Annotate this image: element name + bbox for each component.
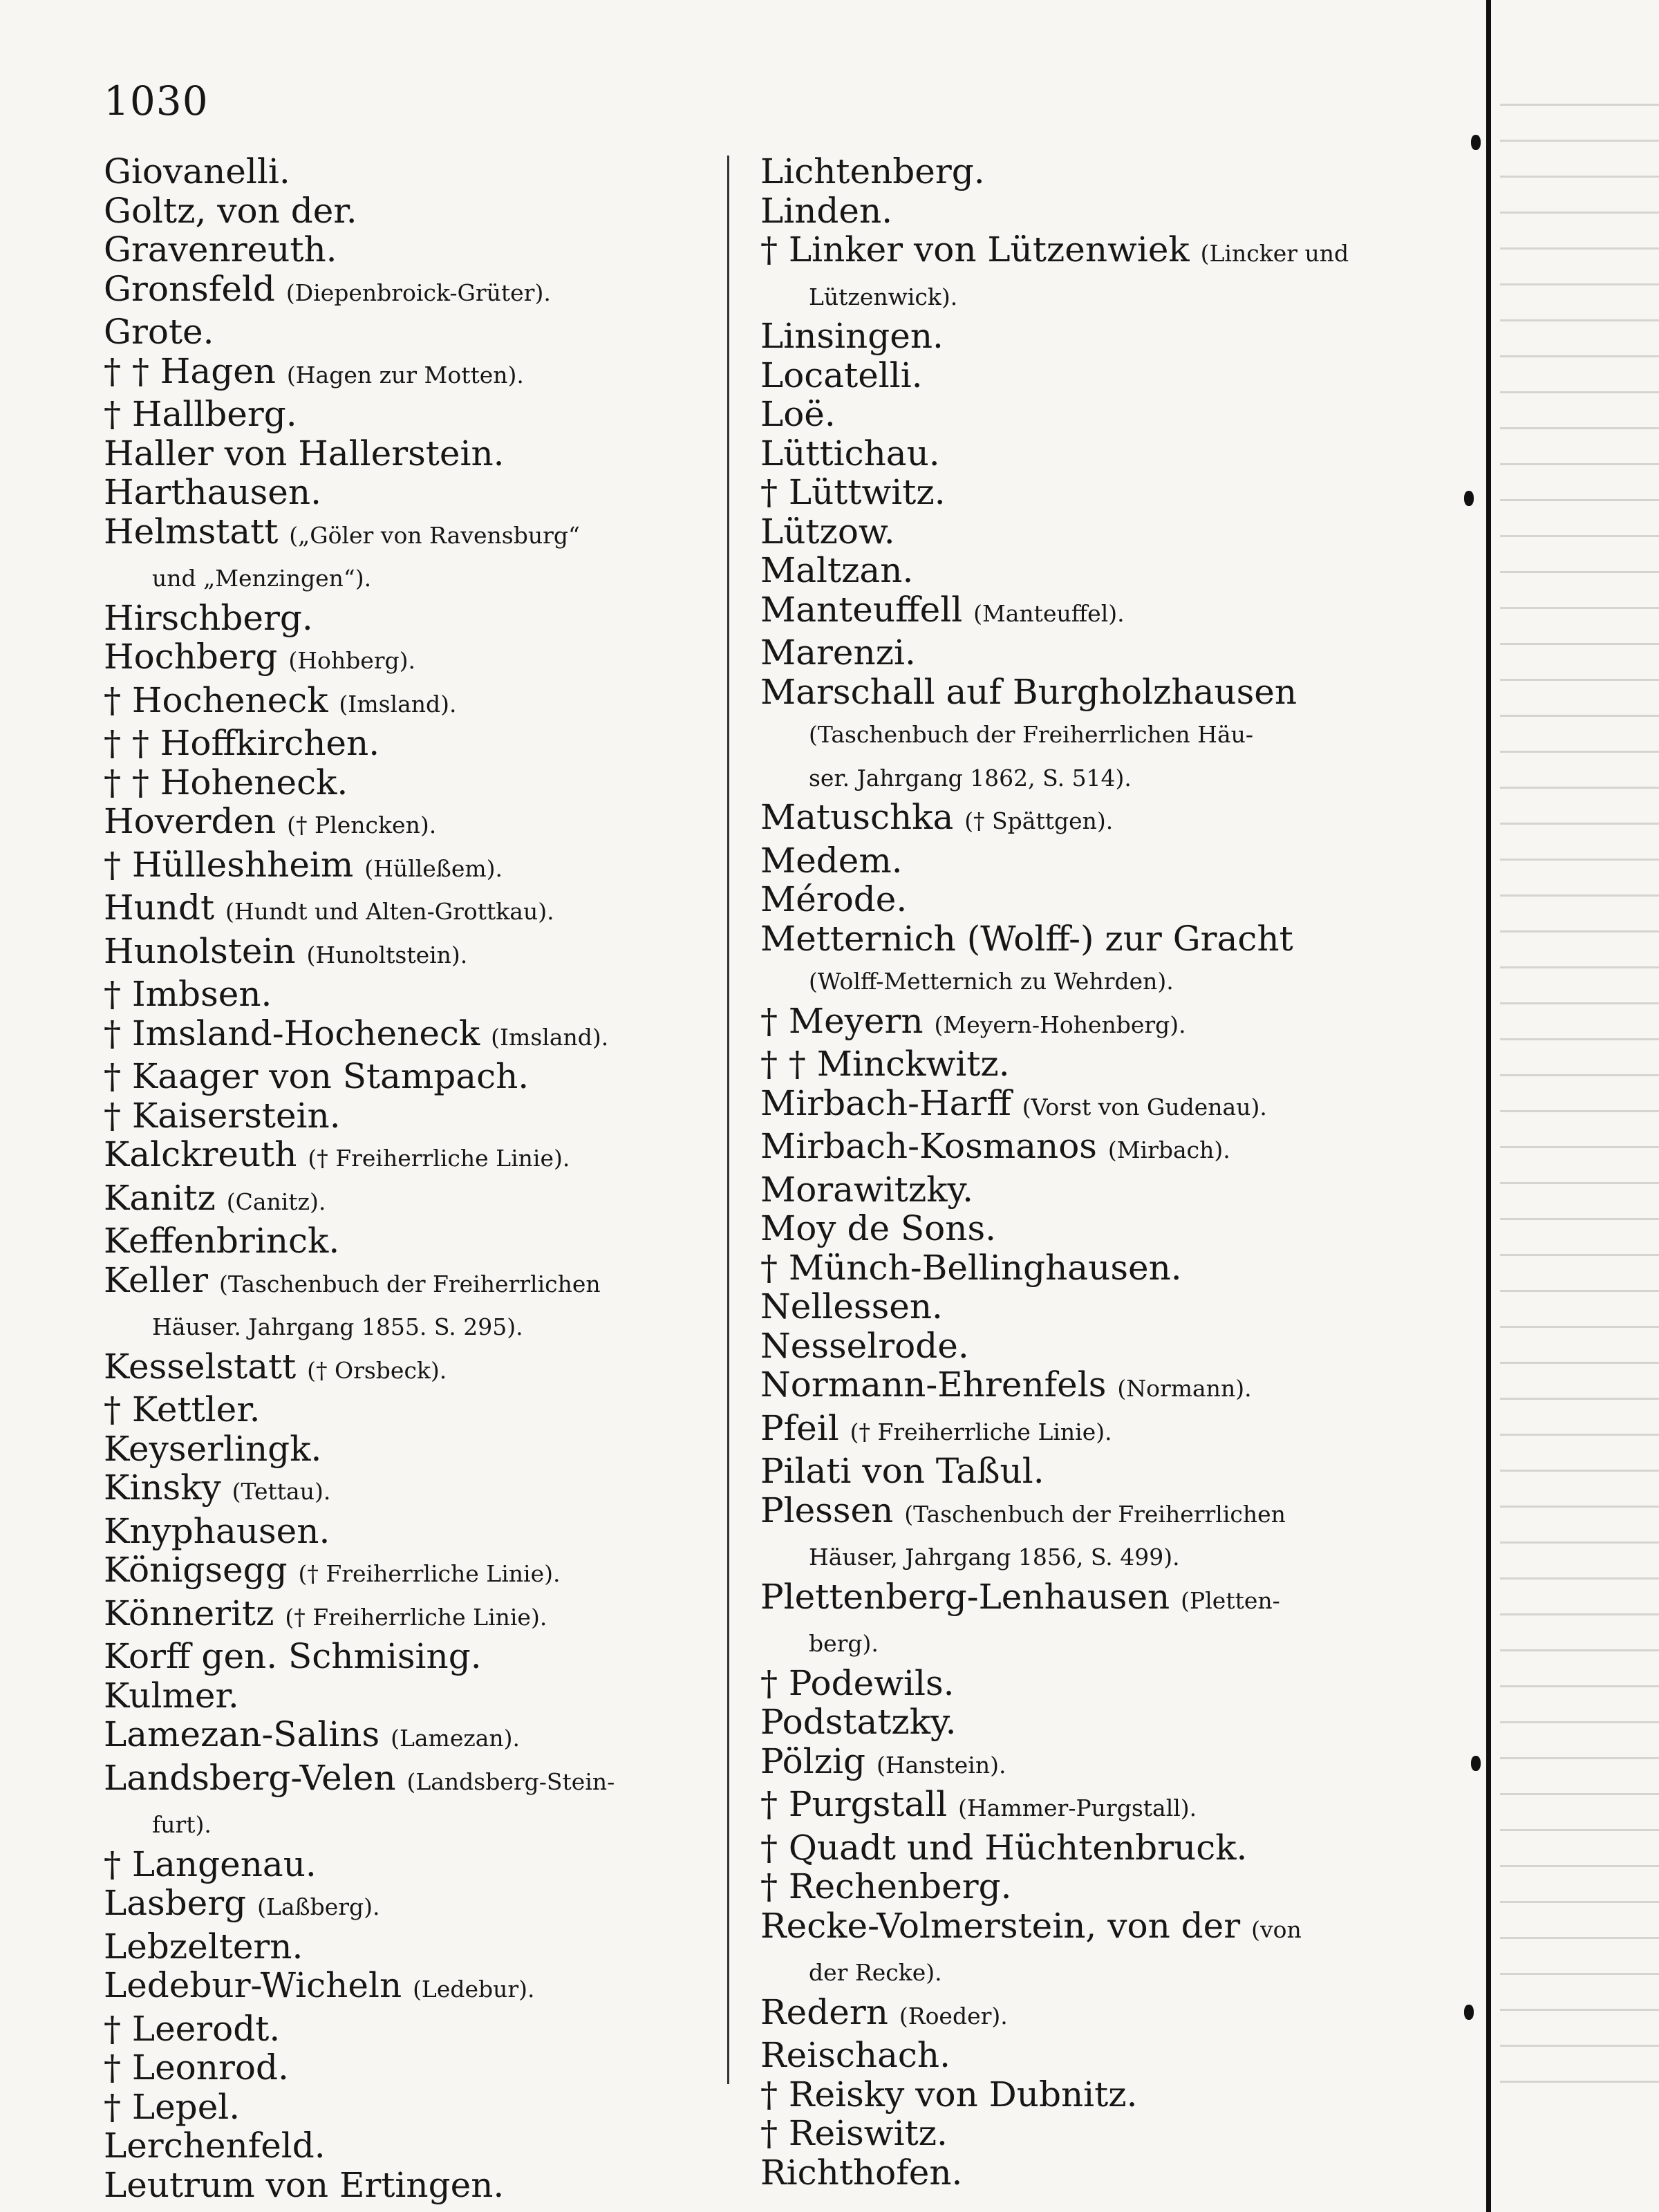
register-entry bbox=[760, 1491, 1369, 1535]
register-entry bbox=[104, 230, 726, 270]
register-entry bbox=[104, 1261, 726, 1304]
entry-name: Maltzan. bbox=[760, 551, 914, 590]
register-entry bbox=[760, 1703, 1369, 1742]
entry-continuation bbox=[104, 1801, 726, 1845]
entry-continuation bbox=[760, 755, 1369, 798]
register-entry bbox=[760, 590, 1369, 634]
register-entry bbox=[104, 1512, 726, 1551]
entry-name: Knyphausen. bbox=[104, 1511, 330, 1550]
register-entry bbox=[760, 841, 1369, 881]
entry-name: † Hallberg. bbox=[104, 395, 297, 434]
register-entry bbox=[104, 1057, 726, 1096]
register-entry bbox=[104, 1550, 726, 1594]
register-entry bbox=[104, 2048, 726, 2088]
register-entry bbox=[104, 2126, 726, 2166]
entry-name: Kesselstatt bbox=[104, 1347, 297, 1387]
register-entry bbox=[104, 1927, 726, 1967]
entry-name: Könneritz bbox=[104, 1593, 274, 1633]
entry-name: † Leonrod. bbox=[104, 2048, 289, 2088]
entry-name: Pilati von Taßul. bbox=[760, 1452, 1044, 1491]
register-entry bbox=[760, 191, 1369, 231]
register-entry bbox=[104, 512, 726, 556]
register-entry bbox=[760, 1577, 1369, 1621]
entry-note: Lützenwick). bbox=[809, 283, 958, 310]
entry-name: † Hülleshheim bbox=[104, 845, 354, 885]
entry-note: († Freiherrliche Linie). bbox=[298, 1560, 561, 1587]
entry-name: Plettenberg-Lenhausen bbox=[760, 1577, 1170, 1617]
register-entry bbox=[760, 633, 1369, 673]
entry-note: (Meyern-Hohenberg). bbox=[934, 1011, 1186, 1038]
entry-note: (Ledebur). bbox=[413, 1976, 535, 2003]
entry-name: Pfeil bbox=[760, 1408, 839, 1448]
entry-note: (Mirbach). bbox=[1107, 1136, 1230, 1163]
entry-note: (von bbox=[1251, 1915, 1302, 1943]
register-entry bbox=[104, 2088, 726, 2127]
entry-note: Häuser, Jahrgang 1856, S. 499). bbox=[809, 1544, 1180, 1571]
register-entry bbox=[104, 1014, 726, 1058]
entry-name: Kanitz bbox=[104, 1178, 216, 1218]
entry-name: † Imsland-Hocheneck bbox=[104, 1013, 480, 1053]
register-entry bbox=[760, 798, 1369, 841]
register-entry bbox=[104, 888, 726, 932]
register-entry bbox=[104, 599, 726, 638]
entry-name: † Kettler. bbox=[104, 1390, 261, 1430]
entry-name: Nesselrode. bbox=[760, 1326, 969, 1365]
register-entry bbox=[760, 1867, 1369, 1906]
register-entry bbox=[760, 1170, 1369, 1210]
register-entry bbox=[104, 152, 726, 191]
register-entry bbox=[104, 724, 726, 763]
entry-name: Keller bbox=[104, 1260, 209, 1300]
entry-name: † † Hoffkirchen. bbox=[104, 724, 380, 763]
register-entry bbox=[104, 637, 726, 681]
entry-note: Häuser. Jahrgang 1855. S. 295). bbox=[152, 1313, 523, 1340]
entry-name: Lebzeltern. bbox=[104, 1927, 303, 1966]
ink-mark bbox=[1464, 2005, 1474, 2020]
entry-note: († Spättgen). bbox=[964, 807, 1114, 834]
entry-note: (Laßberg). bbox=[257, 1893, 380, 1920]
entry-name: Goltz, von der. bbox=[104, 191, 357, 230]
register-entry bbox=[760, 1993, 1369, 2036]
entry-note: (Vorst von Gudenau). bbox=[1022, 1093, 1267, 1121]
register-entry bbox=[104, 681, 726, 724]
entry-name: Lamezan-Salins bbox=[104, 1715, 380, 1754]
entry-name: Ledebur-Wicheln bbox=[104, 1966, 402, 2005]
entry-name: Plessen bbox=[760, 1490, 894, 1530]
entry-name: Grote. bbox=[104, 312, 214, 352]
entry-name: Lerchenfeld. bbox=[104, 2126, 326, 2166]
register-entry bbox=[104, 1676, 726, 1716]
entry-name: † Rechenberg. bbox=[760, 1867, 1012, 1906]
entry-name: Hochberg bbox=[104, 637, 278, 677]
register-entry bbox=[760, 1828, 1369, 1868]
entry-name: Haller von Hallerstein. bbox=[104, 433, 505, 473]
register-entry bbox=[760, 1127, 1369, 1170]
entry-note: (Lamezan). bbox=[391, 1725, 521, 1752]
entry-name: Kinsky bbox=[104, 1468, 221, 1508]
entry-note: (Hohberg). bbox=[288, 647, 416, 674]
entry-note: („Göler von Ravensburg“ bbox=[289, 521, 580, 549]
entry-name: Hirschberg. bbox=[104, 598, 313, 637]
register-entry bbox=[760, 1409, 1369, 1452]
register-entry bbox=[104, 1637, 726, 1676]
register-entry bbox=[104, 1845, 726, 1884]
register-entry bbox=[104, 1135, 726, 1179]
register-entry bbox=[104, 312, 726, 352]
entry-note: (Canitz). bbox=[226, 1188, 326, 1215]
register-entry bbox=[104, 1594, 726, 1638]
register-entry bbox=[104, 270, 726, 313]
entry-name: † Reiswitz. bbox=[760, 2114, 948, 2153]
entry-name: † Langenau. bbox=[104, 1844, 317, 1884]
entry-name: Lichtenberg. bbox=[760, 152, 985, 191]
entry-note: (Normann). bbox=[1117, 1375, 1252, 1402]
register-entry bbox=[760, 1452, 1369, 1491]
entry-continuation bbox=[760, 1620, 1369, 1664]
entry-name: Reischach. bbox=[760, 2036, 950, 2075]
register-entry bbox=[104, 191, 726, 231]
entry-name: † Kaager von Stampach. bbox=[104, 1057, 529, 1096]
register-entry bbox=[760, 919, 1369, 959]
register-entry bbox=[760, 1742, 1369, 1785]
entry-note: (Hülleßem). bbox=[364, 854, 503, 882]
entry-name: Linsingen. bbox=[760, 317, 944, 356]
entry-note: (Wolff-Metternich zu Wehrden). bbox=[809, 968, 1174, 995]
entry-name: Medem. bbox=[760, 841, 903, 880]
column-divider bbox=[727, 156, 729, 2084]
entry-note: († Freiherrliche Linie). bbox=[285, 1603, 547, 1631]
entry-note: (Hanstein). bbox=[876, 1751, 1006, 1779]
entry-note: (Hundt und Alten-Grottkau). bbox=[225, 898, 554, 925]
entry-note: (Lincker und bbox=[1200, 240, 1349, 267]
register-entry bbox=[104, 845, 726, 889]
entry-name: Keyserlingk. bbox=[104, 1429, 322, 1468]
entry-name: Mirbach-Kosmanos bbox=[760, 1127, 1097, 1166]
entry-continuation bbox=[760, 1949, 1369, 1993]
register-entry bbox=[104, 1221, 726, 1261]
entry-name: † † Hoheneck. bbox=[104, 762, 348, 802]
entry-name: Normann-Ehrenfels bbox=[760, 1365, 1107, 1405]
entry-name: Kalckreuth bbox=[104, 1135, 297, 1174]
entry-name: Hoverden bbox=[104, 802, 276, 841]
entry-name: † Linker von Lützenwiek bbox=[760, 230, 1190, 270]
adjacent-page-bleed bbox=[1500, 104, 1659, 2108]
entry-name: Marenzi. bbox=[760, 633, 916, 673]
left-column bbox=[104, 152, 726, 2204]
entry-continuation bbox=[760, 958, 1369, 1002]
entry-note: (Taschenbuch der Freiherrlichen bbox=[218, 1270, 601, 1297]
register-entry bbox=[760, 551, 1369, 590]
entry-note: (Taschenbuch der Freiherrlichen Häu- bbox=[809, 721, 1254, 748]
register-entry bbox=[760, 1044, 1369, 1084]
entry-name: Gravenreuth. bbox=[104, 230, 337, 270]
register-entry bbox=[760, 673, 1369, 712]
entry-note: (Landsberg-Stein- bbox=[406, 1768, 615, 1795]
entry-name: † Podewils. bbox=[760, 1663, 955, 1703]
register-entry bbox=[760, 152, 1369, 191]
register-entry bbox=[760, 2075, 1369, 2115]
entry-note: († Freiherrliche Linie). bbox=[850, 1418, 1112, 1445]
register-entry bbox=[104, 802, 726, 845]
entry-name: † Kaiserstein. bbox=[104, 1096, 341, 1135]
entry-name: Matuschka bbox=[760, 798, 954, 837]
entry-name: Morawitzky. bbox=[760, 1170, 974, 1209]
page-edge bbox=[1486, 0, 1491, 2212]
entry-note: der Recke). bbox=[809, 1959, 942, 1986]
register-entry bbox=[104, 932, 726, 975]
entry-name: Metternich (Wolff-) zur Gracht bbox=[760, 919, 1293, 958]
register-entry bbox=[760, 1084, 1369, 1127]
entry-name: Podstatzky. bbox=[760, 1703, 957, 1742]
entry-note: († Orsbeck). bbox=[307, 1356, 447, 1384]
register-entry bbox=[760, 1785, 1369, 1828]
register-entry bbox=[760, 1664, 1369, 1703]
entry-note: (Taschenbuch der Freiherrlichen bbox=[904, 1500, 1286, 1528]
register-entry bbox=[760, 1287, 1369, 1327]
entry-note: (Hammer-Purgstall). bbox=[958, 1794, 1197, 1821]
entry-name: Leutrum von Ertingen. bbox=[104, 2165, 505, 2204]
entry-note: (Hagen zur Motten). bbox=[286, 361, 524, 388]
entry-name: Korff gen. Schmising. bbox=[104, 1637, 482, 1676]
entry-name: † Münch-Bellinghausen. bbox=[760, 1248, 1182, 1287]
entry-name: Nellessen. bbox=[760, 1287, 943, 1327]
register-entry bbox=[760, 434, 1369, 474]
entry-name: Mérode. bbox=[760, 880, 908, 919]
register-entry bbox=[760, 2036, 1369, 2075]
ink-mark bbox=[1471, 1756, 1481, 1771]
register-entry bbox=[760, 1906, 1369, 1950]
entry-name: Marschall auf Burgholzhausen bbox=[760, 672, 1297, 711]
register-entry bbox=[104, 352, 726, 395]
entry-name: † Reisky von Dubnitz. bbox=[760, 2074, 1138, 2114]
register-entry bbox=[104, 763, 726, 803]
ink-mark bbox=[1471, 135, 1481, 150]
entry-name: Harthausen. bbox=[104, 473, 321, 512]
entry-name: Lasberg bbox=[104, 1884, 247, 1923]
register-entry bbox=[760, 512, 1369, 552]
register-entry bbox=[760, 880, 1369, 919]
entry-note: († Plencken). bbox=[287, 812, 437, 838]
register-entry bbox=[760, 1002, 1369, 1045]
register-entry bbox=[104, 395, 726, 434]
register-entry bbox=[760, 1248, 1369, 1288]
entry-name: † Meyern bbox=[760, 1001, 924, 1041]
register-entry bbox=[104, 1347, 726, 1391]
entry-note: (Imsland). bbox=[491, 1023, 609, 1051]
entry-name: † Lepel. bbox=[104, 2087, 241, 2126]
register-entry bbox=[760, 2153, 1369, 2193]
entry-name: Redern bbox=[760, 1992, 888, 2032]
register-entry bbox=[104, 434, 726, 474]
entry-name: Moy de Sons. bbox=[760, 1209, 997, 1248]
entry-name: Recke-Volmerstein, von der bbox=[760, 1906, 1241, 1946]
entry-name: Locatelli. bbox=[760, 355, 923, 395]
entry-note: und „Menzingen“). bbox=[152, 565, 372, 592]
register-entry bbox=[104, 1759, 726, 1802]
register-entry bbox=[760, 230, 1369, 274]
entry-name: † Quadt und Hüchtenbruck. bbox=[760, 1828, 1248, 1867]
ink-mark bbox=[1464, 491, 1474, 506]
register-entry bbox=[104, 975, 726, 1014]
entry-note: berg). bbox=[809, 1630, 879, 1657]
entry-continuation bbox=[760, 711, 1369, 755]
entry-name: Loë. bbox=[760, 395, 836, 434]
register-entry bbox=[760, 2114, 1369, 2153]
entry-note: († Freiherrliche Linie). bbox=[308, 1145, 570, 1172]
register-entry bbox=[104, 1468, 726, 1512]
entry-name: † Purgstall bbox=[760, 1785, 948, 1824]
entry-note: (Imsland). bbox=[339, 690, 457, 718]
entry-name: † Lüttwitz. bbox=[760, 473, 946, 512]
register-entry bbox=[104, 1884, 726, 1927]
register-entry bbox=[104, 2166, 726, 2205]
entry-name: † † Minckwitz. bbox=[760, 1044, 1010, 1084]
register-entry bbox=[760, 1365, 1369, 1409]
right-column bbox=[760, 152, 1369, 2192]
entry-name: Linden. bbox=[760, 191, 893, 230]
entry-name: Hundt bbox=[104, 888, 215, 928]
register-entry bbox=[760, 1209, 1369, 1248]
entry-name: Giovanelli. bbox=[104, 152, 290, 191]
entry-name: Keffenbrinck. bbox=[104, 1221, 340, 1261]
entry-name: Mirbach-Harff bbox=[760, 1083, 1011, 1123]
entry-continuation bbox=[760, 1534, 1369, 1577]
entry-note: (Tettau). bbox=[232, 1478, 331, 1505]
entry-name: † † Hagen bbox=[104, 351, 276, 391]
entry-note: ser. Jahrgang 1862, S. 514). bbox=[809, 764, 1132, 791]
entry-note: (Manteuffel). bbox=[973, 599, 1125, 627]
entry-name: Königsegg bbox=[104, 1550, 288, 1590]
register-entry bbox=[104, 1390, 726, 1430]
entry-name: Kulmer. bbox=[104, 1676, 239, 1715]
entry-name: Manteuffell bbox=[760, 590, 963, 630]
entry-name: Landsberg-Velen bbox=[104, 1758, 396, 1798]
register-entry bbox=[760, 395, 1369, 434]
entry-name: † Leerodt. bbox=[104, 2009, 281, 2048]
register-entry bbox=[104, 1715, 726, 1759]
entry-continuation bbox=[760, 274, 1369, 317]
entry-continuation bbox=[104, 1304, 726, 1347]
entry-name: Hunolstein bbox=[104, 931, 296, 971]
register-entry bbox=[760, 473, 1369, 512]
entry-name: Lüttichau. bbox=[760, 433, 940, 473]
entry-note: (Diepenbroick-Grüter). bbox=[285, 279, 551, 306]
register-entry bbox=[104, 1430, 726, 1469]
register-entry bbox=[104, 1096, 726, 1136]
register-entry bbox=[104, 2009, 726, 2049]
entry-note: (Roeder). bbox=[899, 2002, 1008, 2030]
entry-name: Lützow. bbox=[760, 512, 895, 551]
entry-name: Richthofen. bbox=[760, 2153, 963, 2192]
register-entry bbox=[760, 317, 1369, 356]
entry-name: † Hocheneck bbox=[104, 680, 328, 720]
entry-continuation bbox=[104, 555, 726, 599]
entry-name: † Imbsen. bbox=[104, 975, 272, 1014]
register-entry bbox=[104, 1966, 726, 2009]
register-entry bbox=[104, 1179, 726, 1222]
entry-name: Helmstatt bbox=[104, 512, 279, 552]
register-entry bbox=[760, 356, 1369, 395]
entry-name: Gronsfeld bbox=[104, 269, 275, 309]
entry-name: Pölzig bbox=[760, 1741, 866, 1781]
entry-note: furt). bbox=[152, 1811, 212, 1838]
register-entry bbox=[760, 1327, 1369, 1366]
page-number: 1030 bbox=[104, 77, 209, 124]
entry-note: (Hunoltstein). bbox=[306, 941, 468, 968]
register-entry bbox=[104, 473, 726, 512]
entry-note: (Pletten- bbox=[1181, 1586, 1280, 1614]
